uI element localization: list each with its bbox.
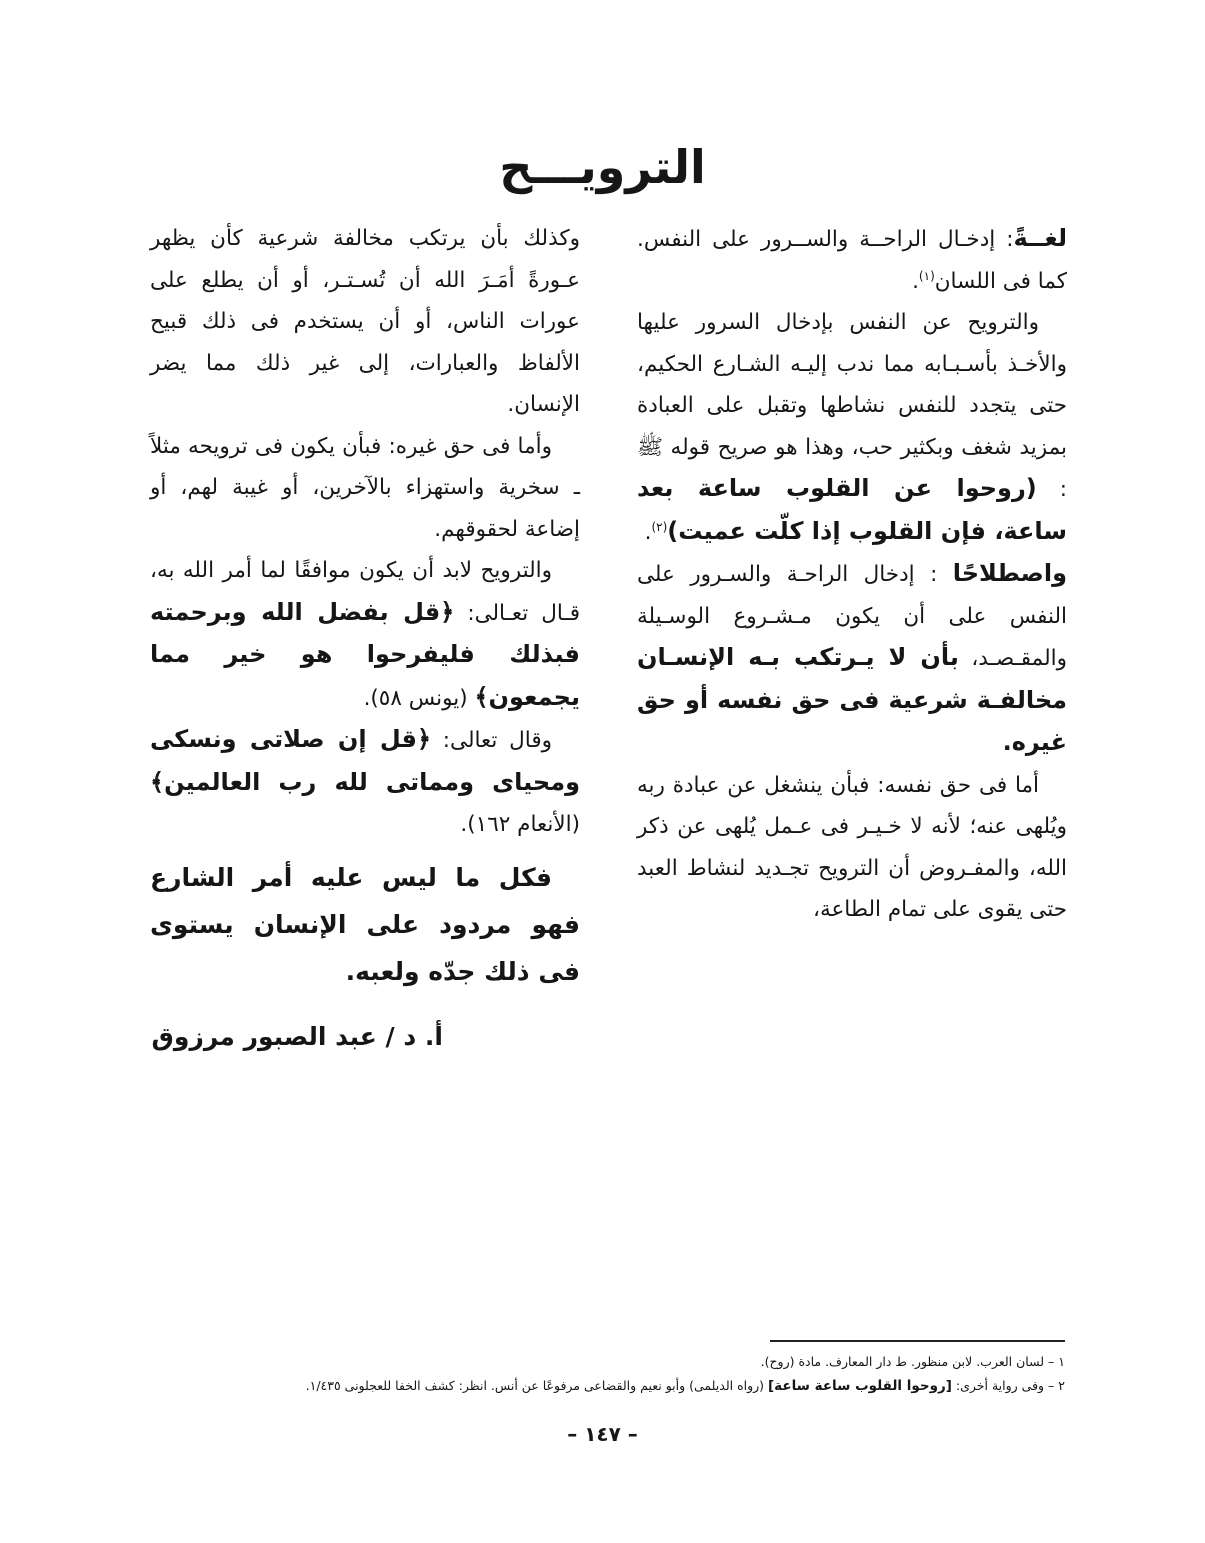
- paragraph-verse-anam: [150, 719, 580, 846]
- page-number: – ١٤٧ –: [567, 1422, 638, 1446]
- paragraph-others: وأما فى حق غيره: فبأن يكون فى ترويحه مثلاً ـ سخرية واستهزاء بالآخرين، أو غيبة لهم، أو إضاعة لحقوقهم.: [150, 433, 580, 542]
- paragraph-hadith: [637, 302, 1067, 553]
- footnote-ref-2: (٢): [651, 519, 668, 534]
- footnote-2-pre: ٢ – وفى رواية أخرى:: [951, 1378, 1065, 1393]
- footnote-2-bold: [روحوا القلوب ساعة ساعة]: [768, 1378, 952, 1394]
- verse-anam: ﴿قل إن صلاتى ونسكى ومحياى ومماتى لله رب العالمين﴾: [150, 725, 580, 796]
- author-signature: أ. د / عبد الصبور مرزوق: [151, 1022, 443, 1051]
- footnote-1: ١ – لسان العرب. لابن منظور. ط دار المعارف. مادة (روح).: [760, 1354, 1065, 1369]
- footnote-ref-1: (١): [918, 268, 935, 283]
- verse-yunus-intro: والترويح لابد أن يكون موافقًا لما أمر الله به، قـال تعـالى:: [150, 558, 581, 626]
- left-column: [150, 218, 580, 995]
- page-title: الترويـــح: [499, 140, 706, 194]
- right-column: [637, 218, 1067, 931]
- definition-technical: [637, 553, 1067, 765]
- verse-yunus-ref: (يونس ٥٨).: [363, 685, 475, 711]
- conclusion: فكل ما ليس عليه أمر الشارع فهو مردود على الإنسان يستوى فى ذلك جدّه ولعبه.: [150, 862, 580, 986]
- definition-technical-text: : إدخال الراحـة والسـرور على النفس على أن يكون مـشـروع الوسـيلة والمقـصـد،: [637, 562, 1068, 671]
- verse-yunus: ﴿قل بفضل الله وبرحمته فبذلك فليفرحوا هو خير مما يجمعون﴾: [150, 597, 580, 711]
- label-technical: واصطلاحًا: [952, 559, 1067, 587]
- paragraph-verse-yunus: [150, 550, 580, 719]
- paragraph-self: أما فى حق نفسه: فبأن ينشغل عن عبادة ربه ويُلهى عنه؛ لأنه لا خـيـر فى عـمل يُلهى عن ذكر الله، والمفـروض أن الترويح تجـديد لنشاط العبد حتى يقوى على تمام الطاعة،: [637, 772, 1067, 922]
- label-linguistic: لغــةً: [1013, 224, 1067, 252]
- paragraph-violation: وكذلك بأن يرتكب مخالفة شرعية كأن يظهر عـورةً أمَـرَ الله أن تُسـتـر، أو أن يطلع على عورات الناس، أو أن يستخدم فى ذلك قبيح الألفاظ والعبارات، إلى غير ذلك مما يضر الإنسان.: [150, 226, 580, 417]
- verse-anam-intro: وقال تعالى:: [431, 728, 552, 753]
- definition-technical-bold: بأن لا يـرتكب بـه الإنسـان مخالفـة شرعية فى حق نفسه أو حق غيره.: [637, 643, 1067, 756]
- footnote-2-post: (رواه الديلمى) وأبو نعيم والقضاعى مرفوعًا عن أنس. انظر: كشف الخفا للعجلونى ١/٤٣٥.: [305, 1378, 769, 1393]
- hadith-quote: (روحوا عن القلوب ساعة بعد ساعة، فإن القلوب إذا كلّت عميت): [637, 474, 1067, 545]
- footnotes: [140, 1350, 1065, 1398]
- paragraph-hadith-text: والترويح عن النفس بإدخال السرور عليها والأخـذ بأسـبـابه مما ندب إليـه الشـارع الحكيم، حتى يتجدد للنفس نشاطها وتقبل على العبادة بمزيد شغف وبكثير حب، وهذا هو صريح قوله ﷺ :: [637, 310, 1067, 502]
- definition-linguistic-text: : إدخـال الراحــة والســرور على النفس. كما فى اللسان: [637, 227, 1067, 294]
- paragraph-hadith-end: .: [644, 519, 652, 545]
- verse-anam-ref: (الأنعام ١٦٢).: [460, 812, 580, 837]
- footnote-2: [140, 1374, 1065, 1398]
- footnote-divider: [770, 1340, 1065, 1342]
- definition-linguistic: لغــةً: إدخـال الراحــة والســرور على النفس. كما فى اللسان$^{(١)}$.: [637, 224, 1067, 294]
